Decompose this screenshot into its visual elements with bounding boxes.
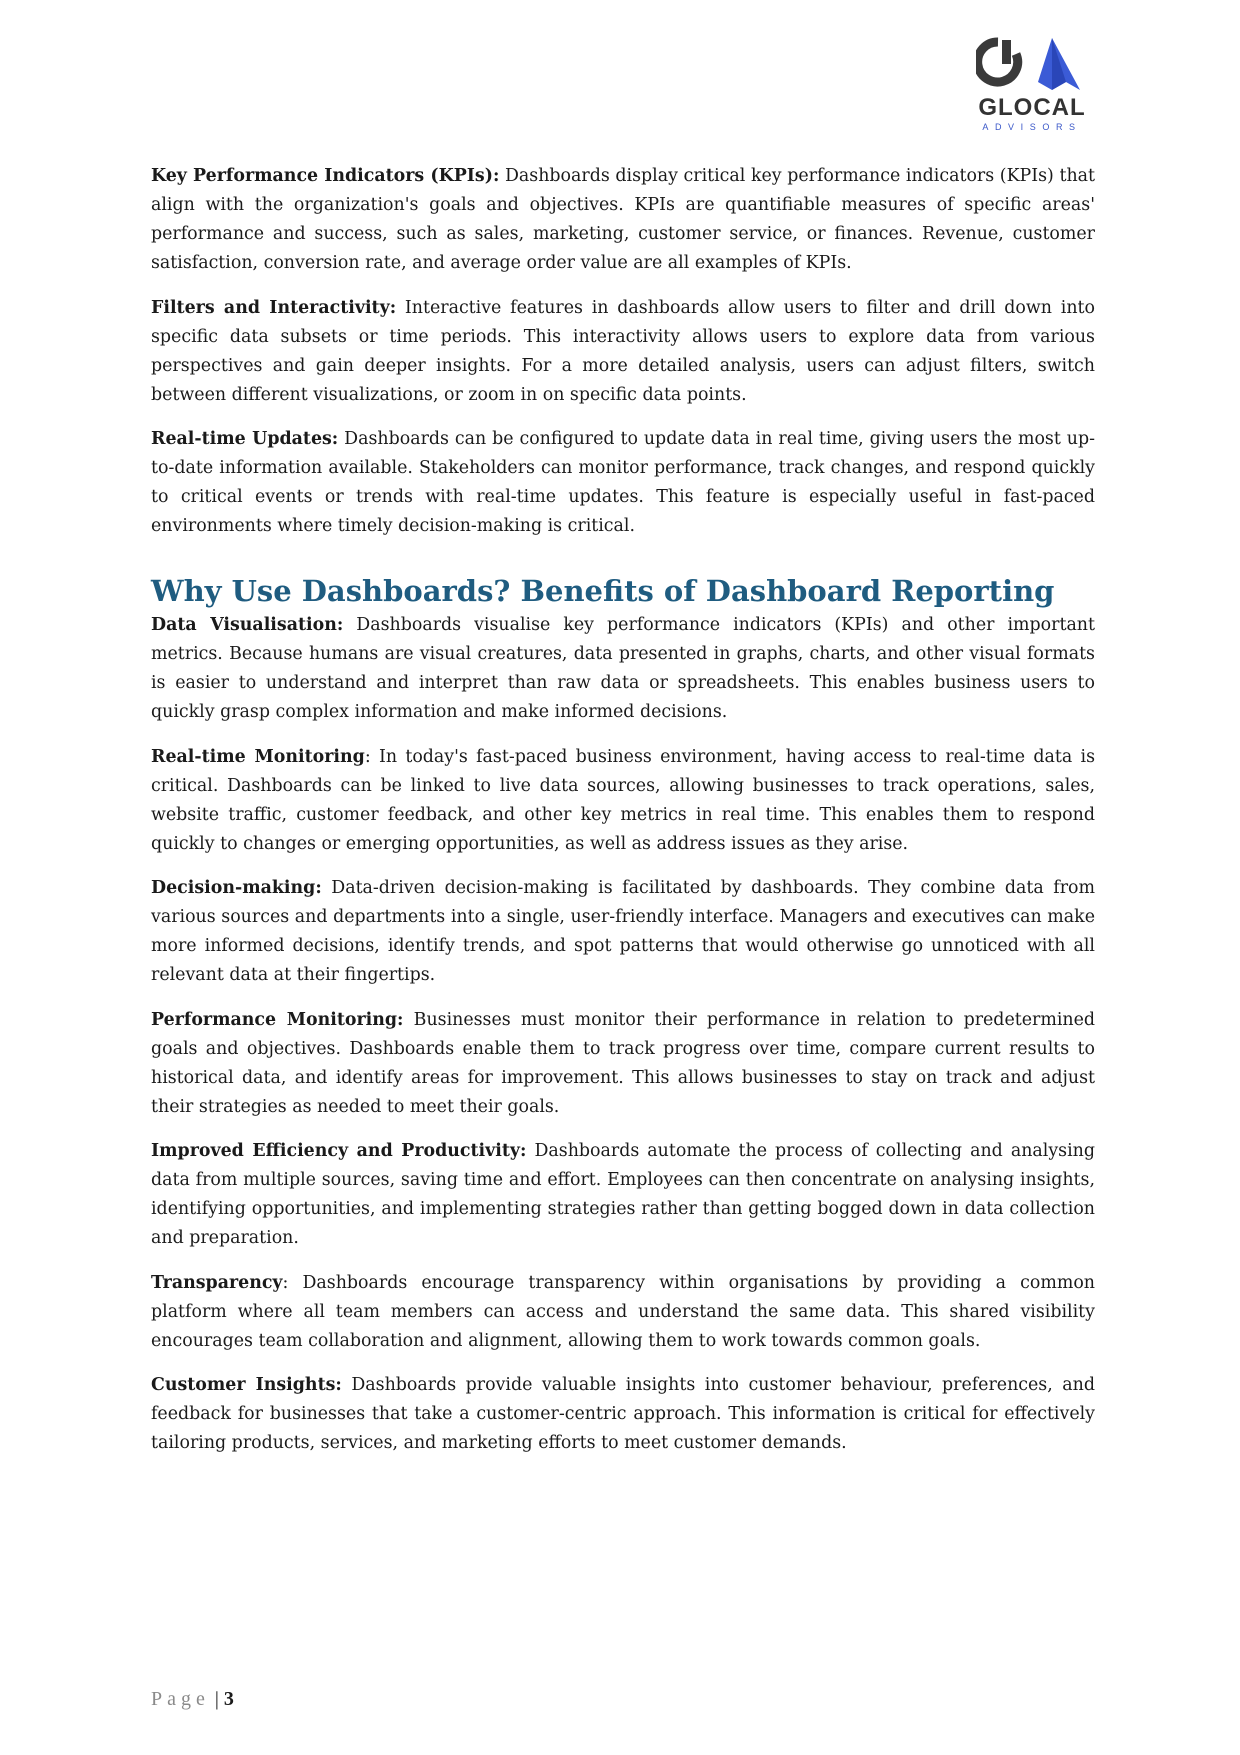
logo-name: GLOCAL	[978, 94, 1086, 121]
glocal-advisors-logo	[976, 36, 1098, 136]
paragraph-term: Data Visualisation:	[151, 615, 344, 635]
paragraph-text: Dashboards automate the process of collecting and analysing data from multiple sources, saving time and effort. Employees can then concentrate on analysing insights, identifying opportunities, and implementing strategies rather than getting bogged down in data collection and preparation.	[151, 1141, 1095, 1248]
paragraph-term: Key Performance Indicators (KPIs):	[151, 166, 500, 186]
paragraph-performance-monitoring	[151, 1006, 1095, 1122]
paragraph-text: Interactive features in dashboards allow users to filter and drill down into specific data subsets or time periods. This interactivity allows users to explore data from various perspectives and gain deeper insights. For a more detailed analysis, users can adjust filters, switch between different visualizations, or zoom in on specific data points.	[151, 297, 1095, 405]
paragraph-text: Dashboards can be configured to update data in real time, giving users the most up-to-date information available. Stakeholders can monitor performance, track changes, and respond quickly to critical events or trends with real-time updates. This feature is especially useful in fast-paced environments where timely decision-making is critical.	[151, 429, 1095, 536]
paragraph-customer-insights	[151, 1371, 1095, 1458]
logo-mark-icon	[976, 36, 1088, 96]
paragraph-real-time-updates	[151, 425, 1095, 541]
page-footer	[151, 1686, 234, 1712]
paragraph-filters-interactivity	[151, 294, 1095, 410]
paragraph-data-visualisation	[151, 611, 1095, 727]
paragraph-text: : Dashboards encourage transparency within organisations by providing a common platform where all team members can access and understand the same data. This shared visibility encourages team collaboration and alignment, allowing them to work towards common goals.	[151, 1272, 1095, 1351]
paragraph-text: Businesses must monitor their performance in relation to predetermined goals and objectives. Dashboards enable them to track progress over time, compare current results to historical data, and identify areas for improvement. This allows businesses to stay on track and adjust their strategies as needed to meet their goals.	[151, 1009, 1096, 1117]
paragraph-term: Improved Efficiency and Productivity:	[151, 1141, 527, 1161]
paragraph-term: Real-time Monitoring	[151, 746, 365, 767]
paragraph-text: Dashboards provide valuable insights into customer behaviour, preferences, and feedback for businesses that take a customer-centric approach. This information is critical for effectively tailoring products, services, and marketing efforts to meet customer demands.	[151, 1375, 1095, 1453]
logo-subtitle: ADVISORS	[982, 122, 1082, 132]
paragraph-text: Dashboards display critical key performance indicators (KPIs) that align with the organization's goals and objectives. KPIs are quantifiable measures of specific areas' performance and success, such as sales, marketing, customer service, or finances. Revenue, customer satisfaction, conversion rate, and average order value are all examples of KPIs.	[151, 166, 1095, 273]
paragraph-improved-efficiency	[151, 1137, 1095, 1253]
paragraph-term: Decision-making:	[151, 878, 322, 898]
page-label: Page	[151, 1688, 210, 1710]
page-content	[151, 162, 1095, 1474]
paragraph-term: Transparency	[151, 1272, 283, 1293]
paragraph-text: Dashboards visualise key performance indicators (KPIs) and other important metrics. Because humans are visual creatures, data presented in graphs, charts, and other visual formats is easier to understand and interpret than raw data or spreadsheets. This enables business users to quickly grasp complex information and make informed decisions.	[151, 615, 1095, 722]
page-separator: |	[209, 1688, 224, 1710]
paragraph-term: Customer Insights:	[151, 1375, 342, 1395]
paragraph-term: Real-time Updates:	[151, 429, 339, 449]
paragraph-term: Filters and Interactivity:	[151, 297, 397, 318]
paragraph-kpis	[151, 162, 1095, 278]
paragraph-transparency	[151, 1269, 1095, 1356]
paragraph-decision-making	[151, 874, 1095, 990]
paragraph-term: Performance Monitoring:	[151, 1009, 404, 1030]
paragraph-text: : In today's fast-paced business environment, having access to real-time data is critical. Dashboards can be linked to live data sources, allowing businesses to track operations, sales, website traffic, customer feedback, and other key metrics in real time. This enables them to respond quickly to changes or emerging opportunities, as well as address issues as they arise.	[151, 746, 1095, 854]
page-number: 3	[223, 1688, 234, 1710]
paragraph-text: Data-driven decision-making is facilitated by dashboards. They combine data from various sources and departments into a single, user-friendly interface. Managers and executives can make more informed decisions, identify trends, and spot patterns that would otherwise go unnoticed with all relevant data at their fingertips.	[151, 878, 1095, 985]
section-heading: Why Use Dashboards? Benefits of Dashboard Reporting	[151, 574, 1055, 608]
paragraph-real-time-monitoring	[151, 743, 1095, 859]
